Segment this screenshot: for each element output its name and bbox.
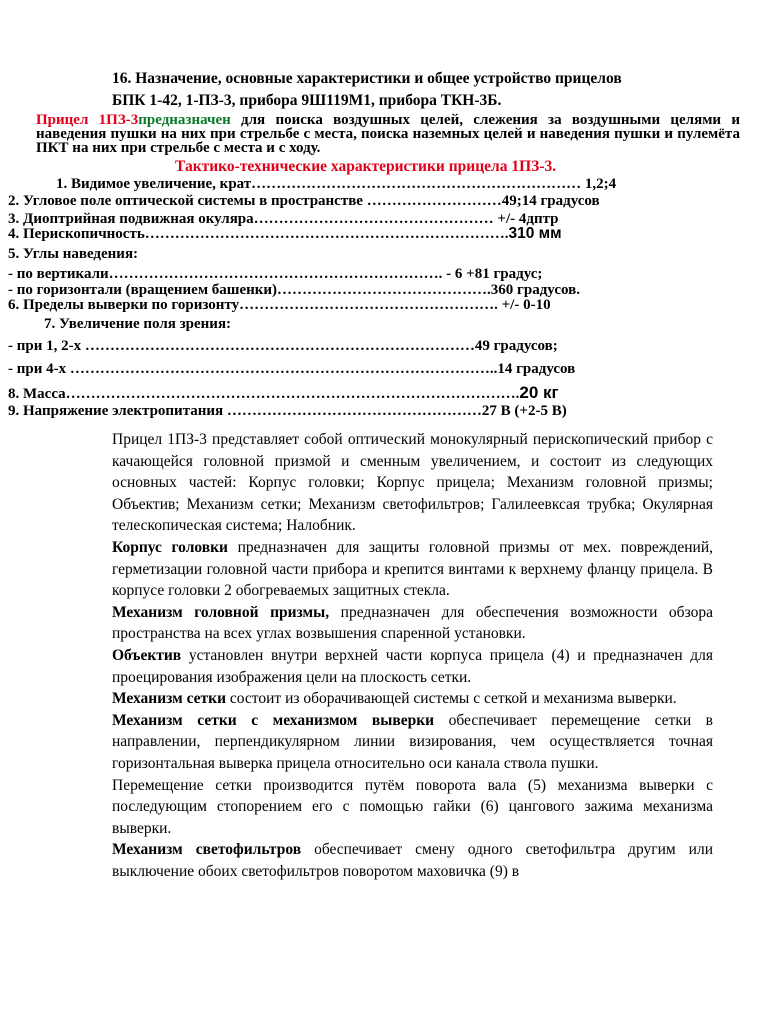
- paragraph-reticle-movement: Перемещение сетки производится путём поворота вала (5) механизма выверки с последующим стопорением его с помощью гайки (6) цангового зажима механизма выверки.: [112, 776, 713, 837]
- spec-7: 7. Увеличение поля зрения:: [44, 316, 232, 332]
- spec-9: 9. Напряжение электропитания ……………………………………………27 В (+2-5 В): [8, 403, 567, 419]
- term-filters: Механизм светофильтров: [112, 841, 302, 859]
- paragraph-reticle-alignment: Механизм сетки с механизмом выверки обеспечивает перемещение сетки в направлении, перпендикулярном линии визирования, чем осуществляется точная горизонтальная выверка прицела относительно оси канала ствола пушки.: [112, 711, 714, 772]
- term-objective: Объектив: [112, 646, 182, 664]
- spec-7a: - при 1, 2-х ……………………………………………………………………49 градусов;: [8, 338, 558, 354]
- spec-6: 6. Пределы выверки по горизонту……………………………………………. +/- 0-10: [8, 297, 551, 313]
- term-reticle: Механизм сетки: [112, 690, 227, 708]
- paragraph-head-housing: Корпус головки предназначен для защиты головной призмы от мех. повреждений, герметизации головной части прибора и крепится винтами к верхнему фланцу прицела. В корпусе головки 2 обогреваемых защитных стекла.: [112, 538, 713, 600]
- spec-8-label: 8. Масса……………………………………………………………………………….: [8, 386, 520, 402]
- spec-1: 1. Видимое увеличение, крат………………………………………………………… 1,2;4: [56, 176, 617, 192]
- spec-7b: - при 4-х …………………………………………………………………………..14 градусов: [8, 361, 576, 377]
- spec-5a: - по вертикали…………………………………………………………. - 6 +81 градус;: [8, 266, 543, 282]
- term-reticle-alignment: Механизм сетки с механизмом выверки: [112, 711, 435, 729]
- description-body: [112, 429, 713, 882]
- spec-2: 2. Угловое поле оптической системы в пространстве ………………………49;14 градусов: [8, 193, 600, 209]
- intro-paragraph: [36, 113, 740, 155]
- paragraph-head-prism: Механизм головной призмы, предназначен для обеспечения возможности обзора пространства на всех углах возвышения спаренной установки.: [112, 603, 713, 643]
- spec-5: 5. Углы наведения:: [8, 246, 139, 262]
- spec-4: [8, 225, 562, 243]
- spec-8-value: 20 кг: [519, 383, 559, 402]
- paragraph-objective: Объектив установлен внутри верхней части корпуса прицела (4) и предназначен для проецирования изображения цели на плоскость сетки.: [112, 646, 713, 686]
- spec-5b: - по горизонтали (вращением башенки)…………………………………….360 градусов.: [8, 282, 580, 298]
- spec-4-value: 310 мм: [508, 225, 562, 242]
- intro-verb: предназначен: [138, 112, 231, 128]
- section-heading-line-1: 16. Назначение, основные характеристики и общее устройство прицелов: [112, 70, 622, 87]
- spec-4-label: 4. Перископичность……………………………………………………………….: [8, 226, 509, 242]
- paragraph-overview: Прицел 1ПЗ-3 представляет собой оптический монокулярный перископический прибор с качающейся головной призмой и сменным увеличением, и состоит из следующих основных частей: Корпус головки; Корпус прицела; Механизм головной призмы; Объектив; Механизм сетки; Механизм светофильтров; Галилеевксая трубка; Окулярная телескопическая система; Налобник.: [112, 431, 713, 535]
- intro-text: для поиска воздушных целей, слежения за воздушными целями и наведения пушки на них при стрельбе с места, поиска наземных целей и наведения пушки и пулемёта ПКТ на них при стрельбе с места и с ходу.: [36, 112, 741, 156]
- paragraph-reticle: Механизм сетки состоит из оборачивающей системы с сеткой и механизма выверки.: [112, 690, 677, 708]
- spec-3: 3. Диоптрийная подвижная окуляра………………………………………… +/- 4дптр: [8, 211, 559, 227]
- specs-title: Тактико-технические характеристики прицела 1ПЗ-3.: [175, 158, 557, 175]
- term-head-housing: Корпус головки: [112, 538, 228, 556]
- intro-subject: Прицел 1ПЗ-3: [36, 112, 139, 128]
- spec-8: [8, 383, 559, 403]
- term-head-prism: Механизм головной призмы,: [112, 603, 330, 621]
- paragraph-filters: Механизм светофильтров обеспечивает смену одного светофильтра другим или выключение обоих светофильтров поворотом маховичка (9) в: [112, 841, 713, 880]
- section-heading-line-2: БПК 1-42, 1-ПЗ-3, прибора 9Ш119М1, прибора ТКН-3Б.: [112, 92, 502, 109]
